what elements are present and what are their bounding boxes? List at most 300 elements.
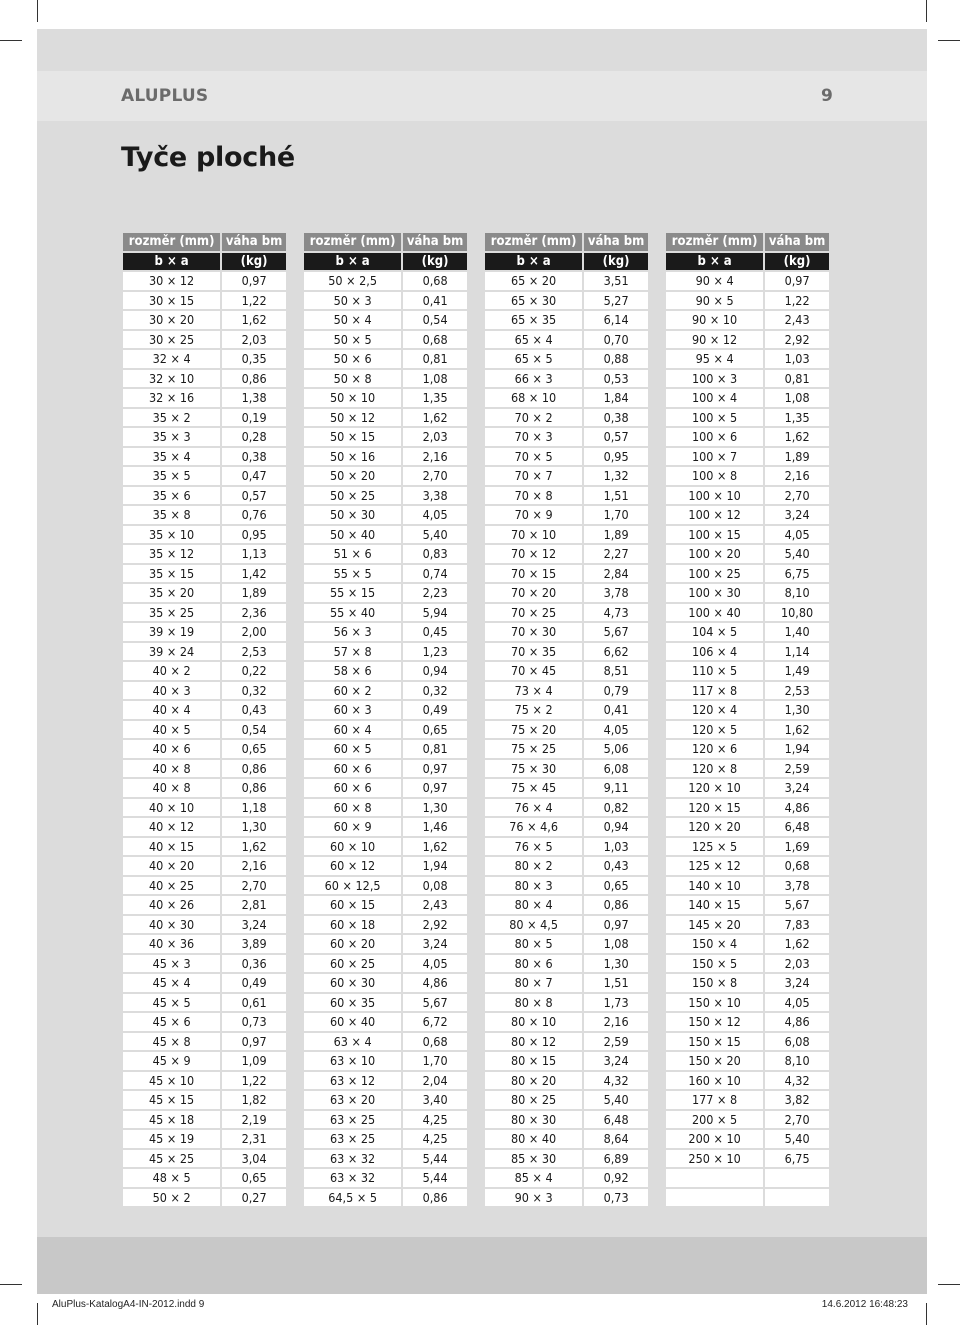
weight-cell: 1,09: [222, 1052, 286, 1070]
weight-cell: 5,40: [765, 545, 829, 563]
dimension-cell: 100 × 20: [666, 545, 763, 563]
table-row: [123, 526, 286, 544]
weight-cell: 0,97: [222, 1033, 286, 1051]
weight-cell: 0,82: [584, 799, 648, 817]
table-row: [666, 370, 829, 388]
weight-cell: 0,53: [584, 370, 648, 388]
dimension-cell: 60 × 30: [304, 974, 401, 992]
weight-cell: 0,86: [222, 779, 286, 797]
weight-header: váha bm: [222, 233, 286, 251]
table-row: [485, 331, 648, 349]
crop-mark: [37, 0, 38, 22]
table-row: [304, 955, 467, 973]
table-row: [666, 604, 829, 622]
weight-cell: 2,03: [222, 331, 286, 349]
dimension-cell: 80 × 6: [485, 955, 582, 973]
table-row: [666, 643, 829, 661]
table-row: [485, 1169, 648, 1187]
dimension-cell: 60 × 18: [304, 916, 401, 934]
dimension-cell: 68 × 10: [485, 389, 582, 407]
dimension-cell: 70 × 10: [485, 526, 582, 544]
flat-bar-table-4: [664, 231, 831, 1208]
dimension-cell: 51 × 6: [304, 545, 401, 563]
weight-cell: 2,00: [222, 623, 286, 641]
table-row: [485, 896, 648, 914]
table-row: [304, 662, 467, 680]
dimension-cell: 50 × 2,5: [304, 272, 401, 290]
dimension-cell: 35 × 6: [123, 487, 220, 505]
table-row: [485, 292, 648, 310]
weight-cell: 0,73: [222, 1013, 286, 1031]
weight-cell: 8,10: [765, 1052, 829, 1070]
weight-cell: 0,97: [584, 916, 648, 934]
dimension-cell: 70 × 5: [485, 448, 582, 466]
table-row: [666, 584, 829, 602]
table-row: [485, 623, 648, 641]
dimension-cell: 60 × 6: [304, 760, 401, 778]
weight-cell: 0,76: [222, 506, 286, 524]
table-row: [485, 565, 648, 583]
dimension-cell: 75 × 20: [485, 721, 582, 739]
weight-cell: 0,68: [403, 272, 467, 290]
dimension-cell: 200 × 5: [666, 1111, 763, 1129]
weight-cell: 3,24: [765, 506, 829, 524]
table-row: [123, 1013, 286, 1031]
dimension-cell: 150 × 20: [666, 1052, 763, 1070]
table-row: [666, 838, 829, 856]
weight-cell: 2,92: [403, 916, 467, 934]
dimension-cell: 50 × 5: [304, 331, 401, 349]
weight-cell: 8,10: [765, 584, 829, 602]
weight-cell: 5,40: [584, 1091, 648, 1109]
table-row: [485, 1130, 648, 1148]
table-row: [485, 877, 648, 895]
weight-cell: 0,65: [222, 1169, 286, 1187]
dimension-cell: 45 × 9: [123, 1052, 220, 1070]
weight-cell: 1,18: [222, 799, 286, 817]
weight-cell: 0,61: [222, 994, 286, 1012]
weight-cell: 0,95: [584, 448, 648, 466]
dimension-cell: 35 × 3: [123, 428, 220, 446]
table-row: [666, 1052, 829, 1070]
weight-cell: 1,32: [584, 467, 648, 485]
table-row: [485, 974, 648, 992]
dimension-cell: 140 × 15: [666, 896, 763, 914]
table-row: [123, 955, 286, 973]
weight-cell: 1,40: [765, 623, 829, 641]
dimension-cell: 125 × 5: [666, 838, 763, 856]
weight-cell: 2,70: [403, 467, 467, 485]
table-row: [123, 1130, 286, 1148]
weight-cell: 1,30: [765, 701, 829, 719]
dimension-cell: 85 × 4: [485, 1169, 582, 1187]
dimension-cell: 35 × 12: [123, 545, 220, 563]
table-row: [666, 760, 829, 778]
weight-cell: 0,81: [403, 350, 467, 368]
weight-cell: 3,24: [765, 779, 829, 797]
table-row: [485, 721, 648, 739]
dimension-cell: 55 × 40: [304, 604, 401, 622]
weight-cell: 6,72: [403, 1013, 467, 1031]
weight-cell: 1,62: [403, 838, 467, 856]
dimension-cell: 35 × 5: [123, 467, 220, 485]
table-row: [304, 1189, 467, 1207]
weight-cell: 2,03: [765, 955, 829, 973]
table-row: [666, 1111, 829, 1129]
weight-cell: 1,30: [403, 799, 467, 817]
table-row: [304, 526, 467, 544]
dimension-cell: 60 × 5: [304, 740, 401, 758]
weight-cell: 1,08: [765, 389, 829, 407]
weight-cell: 0,19: [222, 409, 286, 427]
table-row: [666, 272, 829, 290]
crop-mark: [0, 40, 22, 41]
weight-cell: 5,27: [584, 292, 648, 310]
dimension-cell: 60 × 10: [304, 838, 401, 856]
dimension-cell: 45 × 3: [123, 955, 220, 973]
weight-cell: 3,78: [584, 584, 648, 602]
table-row: [485, 526, 648, 544]
table-row: [123, 857, 286, 875]
table-row: [304, 584, 467, 602]
dimension-cell: 100 × 40: [666, 604, 763, 622]
dimension-cell: 60 × 15: [304, 896, 401, 914]
weight-subheader: (kg): [403, 253, 467, 271]
weight-cell: 0,43: [584, 857, 648, 875]
weight-cell: 1,89: [584, 526, 648, 544]
table-row: [666, 623, 829, 641]
dimension-cell: 35 × 4: [123, 448, 220, 466]
weight-header: váha bm: [765, 233, 829, 251]
weight-cell: 2,92: [765, 331, 829, 349]
table-row: [666, 916, 829, 934]
weight-cell: 4,25: [403, 1111, 467, 1129]
table-row: [485, 857, 648, 875]
table-row: [666, 955, 829, 973]
table-row: [304, 760, 467, 778]
weight-cell: 1,22: [222, 292, 286, 310]
weight-cell: 2,03: [403, 428, 467, 446]
weight-cell: 0,86: [222, 370, 286, 388]
dimension-cell: 40 × 3: [123, 682, 220, 700]
table-row: [485, 545, 648, 563]
table-row: [304, 1150, 467, 1168]
dimension-cell: 150 × 12: [666, 1013, 763, 1031]
weight-cell: 1,51: [584, 487, 648, 505]
weight-cell: 6,75: [765, 565, 829, 583]
dimension-cell: 73 × 4: [485, 682, 582, 700]
table-row: [666, 428, 829, 446]
dimension-cell: 56 × 3: [304, 623, 401, 641]
table-row: [304, 506, 467, 524]
dimension-cell: 120 × 20: [666, 818, 763, 836]
table-row: [304, 1130, 467, 1148]
table-row: [123, 662, 286, 680]
dimension-cell: 40 × 30: [123, 916, 220, 934]
weight-cell: 2,36: [222, 604, 286, 622]
weight-cell: 1,62: [765, 428, 829, 446]
dimension-cell: 80 × 30: [485, 1111, 582, 1129]
table-row: [666, 389, 829, 407]
table-row: [666, 1072, 829, 1090]
dimension-cell: 80 × 5: [485, 935, 582, 953]
weight-cell: 0,32: [222, 682, 286, 700]
table-row: [485, 584, 648, 602]
dimension-cell: 50 × 16: [304, 448, 401, 466]
dimension-cell: 50 × 10: [304, 389, 401, 407]
dimension-cell: 45 × 18: [123, 1111, 220, 1129]
weight-cell: 1,08: [584, 935, 648, 953]
table-row: [666, 935, 829, 953]
weight-cell: 1,03: [765, 350, 829, 368]
table-row: [666, 896, 829, 914]
table-row: [666, 565, 829, 583]
dimension-cell: 40 × 8: [123, 779, 220, 797]
dimension-cell: [666, 1189, 763, 1207]
table-row: [485, 955, 648, 973]
table-row: [666, 1189, 829, 1207]
weight-cell: 8,64: [584, 1130, 648, 1148]
dimension-cell: 100 × 6: [666, 428, 763, 446]
dimension-cell: 70 × 20: [485, 584, 582, 602]
table-row: [123, 779, 286, 797]
dimension-cell: 90 × 5: [666, 292, 763, 310]
table-row: [485, 838, 648, 856]
dimension-cell: 120 × 6: [666, 740, 763, 758]
table-row: [485, 448, 648, 466]
table-row: [304, 448, 467, 466]
crop-mark: [926, 0, 927, 22]
dimension-cell: 100 × 4: [666, 389, 763, 407]
dimension-cell: 70 × 7: [485, 467, 582, 485]
weight-cell: 1,89: [222, 584, 286, 602]
table-row: [304, 1072, 467, 1090]
weight-cell: 9,11: [584, 779, 648, 797]
table-row: [485, 409, 648, 427]
dimension-cell: 80 × 40: [485, 1130, 582, 1148]
weight-cell: 5,94: [403, 604, 467, 622]
table-row: [123, 565, 286, 583]
weight-cell: 1,62: [222, 311, 286, 329]
weight-cell: 1,22: [222, 1072, 286, 1090]
table-row: [666, 292, 829, 310]
weight-cell: 0,83: [403, 545, 467, 563]
weight-cell: 0,32: [403, 682, 467, 700]
weight-header: váha bm: [584, 233, 648, 251]
weight-cell: 0,65: [584, 877, 648, 895]
table-row: [666, 740, 829, 758]
table-row: [666, 974, 829, 992]
table-row: [123, 974, 286, 992]
weight-cell: 6,89: [584, 1150, 648, 1168]
dimension-cell: 95 × 4: [666, 350, 763, 368]
table-row: [123, 818, 286, 836]
dimension-cell: 120 × 5: [666, 721, 763, 739]
dimension-cell: 80 × 15: [485, 1052, 582, 1070]
dimension-cell: 150 × 5: [666, 955, 763, 973]
weight-cell: 4,05: [403, 506, 467, 524]
page-title: Tyče ploché: [121, 142, 295, 173]
table-row: [123, 838, 286, 856]
table-row: [485, 350, 648, 368]
dimension-cell: 35 × 15: [123, 565, 220, 583]
weight-cell: 1,30: [584, 955, 648, 973]
table-row: [123, 311, 286, 329]
weight-cell: 4,86: [765, 1013, 829, 1031]
table-row: [123, 1072, 286, 1090]
weight-cell: 3,24: [584, 1052, 648, 1070]
dimension-cell: 65 × 35: [485, 311, 582, 329]
dimension-cell: 63 × 20: [304, 1091, 401, 1109]
dimension-cell: 100 × 7: [666, 448, 763, 466]
dimension-cell: 76 × 5: [485, 838, 582, 856]
crop-mark: [938, 40, 960, 41]
dimension-cell: 75 × 45: [485, 779, 582, 797]
table-row: [666, 1091, 829, 1109]
dimension-cell: 200 × 10: [666, 1130, 763, 1148]
dimension-cell: 55 × 5: [304, 565, 401, 583]
table-row: [304, 545, 467, 563]
table-row: [123, 370, 286, 388]
dimension-cell: 58 × 6: [304, 662, 401, 680]
weight-cell: 0,49: [222, 974, 286, 992]
dimension-cell: 35 × 2: [123, 409, 220, 427]
table-row: [485, 682, 648, 700]
table-row: [123, 682, 286, 700]
dimension-cell: 66 × 3: [485, 370, 582, 388]
table-row: [123, 487, 286, 505]
weight-cell: 0,36: [222, 955, 286, 973]
dimension-cell: 70 × 3: [485, 428, 582, 446]
weight-cell: 5,40: [765, 1130, 829, 1148]
table-row: [666, 448, 829, 466]
table-row: [304, 272, 467, 290]
table-row: [304, 331, 467, 349]
table-row: [123, 331, 286, 349]
table-row: [123, 604, 286, 622]
weight-cell: 0,81: [765, 370, 829, 388]
brand-name: ALUPLUS: [121, 86, 209, 106]
dimension-cell: 80 × 8: [485, 994, 582, 1012]
dimension-cell: 160 × 10: [666, 1072, 763, 1090]
table-row: [304, 487, 467, 505]
dimension-cell: 110 × 5: [666, 662, 763, 680]
weight-cell: 4,05: [765, 994, 829, 1012]
weight-cell: 2,53: [765, 682, 829, 700]
dimension-cell: 120 × 10: [666, 779, 763, 797]
weight-cell: 0,97: [765, 272, 829, 290]
weight-cell: 0,97: [403, 760, 467, 778]
weight-cell: 0,08: [403, 877, 467, 895]
table-row: [485, 916, 648, 934]
table-row: [304, 623, 467, 641]
dimension-cell: 50 × 25: [304, 487, 401, 505]
weight-cell: 6,14: [584, 311, 648, 329]
dimension-cell: 50 × 8: [304, 370, 401, 388]
dimension-cell: 70 × 25: [485, 604, 582, 622]
weight-cell: 1,38: [222, 389, 286, 407]
weight-cell: 10,80: [765, 604, 829, 622]
dimension-cell: 32 × 16: [123, 389, 220, 407]
weight-cell: 3,24: [765, 974, 829, 992]
weight-cell: 3,04: [222, 1150, 286, 1168]
weight-cell: 1,94: [403, 857, 467, 875]
table-row: [304, 1052, 467, 1070]
weight-cell: 4,32: [765, 1072, 829, 1090]
dimension-cell: 60 × 8: [304, 799, 401, 817]
weight-cell: 1,51: [584, 974, 648, 992]
weight-cell: 1,22: [765, 292, 829, 310]
weight-cell: 2,19: [222, 1111, 286, 1129]
crop-mark: [0, 1284, 22, 1285]
table-row: [304, 565, 467, 583]
weight-cell: 3,24: [403, 935, 467, 953]
dimension-cell: 90 × 4: [666, 272, 763, 290]
weight-cell: 0,68: [403, 331, 467, 349]
weight-cell: 8,51: [584, 662, 648, 680]
dimension-cell: 35 × 10: [123, 526, 220, 544]
table-row: [666, 1013, 829, 1031]
table-row: [485, 994, 648, 1012]
table-row: [485, 643, 648, 661]
table-row: [304, 779, 467, 797]
dimension-cell: 120 × 8: [666, 760, 763, 778]
dimension-cell: 70 × 15: [485, 565, 582, 583]
dimension-cell: 40 × 12: [123, 818, 220, 836]
table-row: [485, 740, 648, 758]
weight-cell: 2,70: [765, 487, 829, 505]
table-row: [123, 721, 286, 739]
table-row: [123, 350, 286, 368]
table-row: [123, 584, 286, 602]
table-row: [123, 896, 286, 914]
dimension-subheader: b × a: [123, 253, 220, 271]
dimension-cell: 60 × 12: [304, 857, 401, 875]
dimension-cell: 65 × 20: [485, 272, 582, 290]
dimension-cell: 45 × 8: [123, 1033, 220, 1051]
table-row: [123, 623, 286, 641]
crop-mark: [37, 1303, 38, 1325]
weight-cell: 5,44: [403, 1150, 467, 1168]
dimension-cell: 70 × 45: [485, 662, 582, 680]
dimension-cell: 30 × 12: [123, 272, 220, 290]
dimension-cell: 150 × 4: [666, 935, 763, 953]
dimension-cell: 60 × 9: [304, 818, 401, 836]
table-row: [304, 389, 467, 407]
table-row: [485, 428, 648, 446]
weight-cell: 4,86: [403, 974, 467, 992]
dimension-cell: 70 × 8: [485, 487, 582, 505]
dimension-subheader: b × a: [485, 253, 582, 271]
weight-cell: 1,03: [584, 838, 648, 856]
dimension-cell: 63 × 32: [304, 1150, 401, 1168]
weight-cell: 3,89: [222, 935, 286, 953]
table-row: [666, 779, 829, 797]
dimension-cell: 106 × 4: [666, 643, 763, 661]
weight-cell: 0,65: [222, 740, 286, 758]
dimension-cell: [666, 1169, 763, 1187]
weight-cell: 1,30: [222, 818, 286, 836]
dimension-cell: 60 × 20: [304, 935, 401, 953]
table-row: [304, 1169, 467, 1187]
dimension-cell: 65 × 30: [485, 292, 582, 310]
table-row: [666, 701, 829, 719]
weight-subheader: (kg): [765, 253, 829, 271]
table-row: [123, 272, 286, 290]
table-row: [485, 1072, 648, 1090]
weight-cell: 0,79: [584, 682, 648, 700]
weight-cell: 0,54: [403, 311, 467, 329]
